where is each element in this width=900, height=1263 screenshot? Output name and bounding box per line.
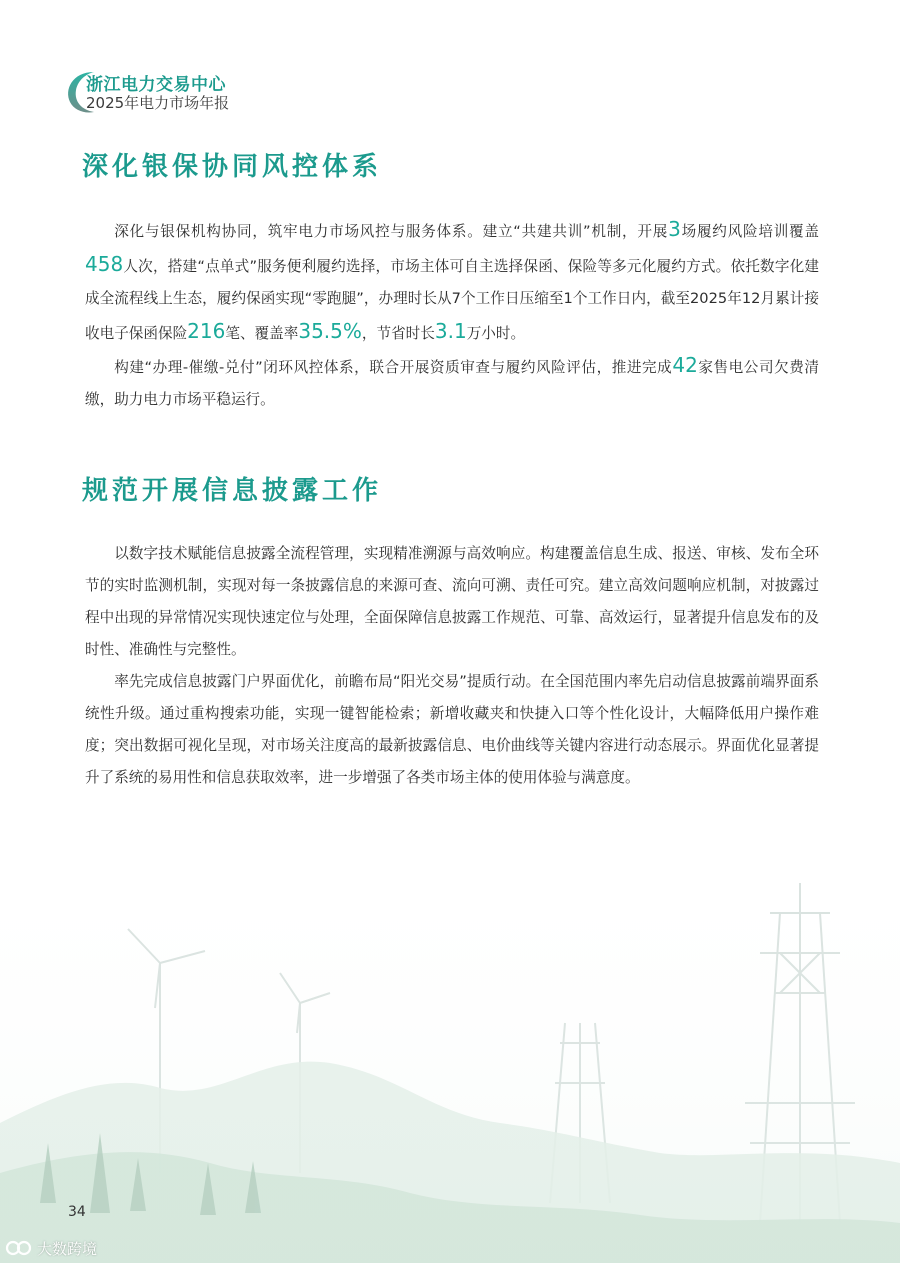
text-run: ，节省时长 — [361, 325, 435, 342]
highlight-number: 216 — [187, 319, 226, 343]
watermark — [4, 1237, 97, 1259]
highlight-number: 42 — [672, 353, 698, 377]
text-run: 人次，搭建“点单式”服务便利履约选择，市场主体可自主选择保函、保险等多元化履约方式。依托数字化建成全流程线上生态，履约保函实现“零跑腿”，办理时长从7个工作日压缩至1个工作日内，截至2025年12月累计接收电子保函保险 — [85, 258, 819, 342]
landscape-background-illustration — [0, 843, 900, 1263]
highlight-number: 458 — [85, 252, 124, 276]
text-run: 笔、覆盖率 — [225, 325, 299, 342]
text-run: 场履约风险培训覆盖 — [680, 223, 819, 240]
highlight-number: 3.1 — [434, 319, 467, 343]
paragraph-risk-2 — [85, 349, 819, 416]
highlight-number: 3 — [668, 217, 681, 241]
text-run: 深化与银保机构协同，筑牢电力市场风控与服务体系。建立“共建共训”机制，开展 — [114, 223, 669, 240]
highlight-number: 35.5% — [298, 319, 362, 343]
section-title-risk-control: 深化银保协同风控体系 — [82, 152, 383, 182]
text-run: 构建“办理-催缴-兑付”闭环风控体系，联合开展资质审查与履约风险评估，推进完成 — [114, 359, 673, 376]
text-run: 万小时。 — [466, 325, 526, 342]
watermark-text: 大数跨境 — [37, 1239, 98, 1258]
section-title-disclosure: 规范开展信息披露工作 — [82, 476, 383, 506]
organization-name: 浙江电力交易中心 — [86, 75, 226, 95]
paragraph-disclosure-1: 以数字技术赋能信息披露全流程管理，实现精准溯源与高效响应。构建覆盖信息生成、报送、审核、发布全环节的实时监测机制，实现对每一条披露信息的来源可查、流向可溯、责任可究。建立高效问题响应机制，对披露过程中出现的异常情况实现快速定位与处理，全面保障信息披露工作规范、可靠、高效运行，显著提升信息发布的及时性、准确性与完整性。 — [85, 545, 819, 658]
paragraph-disclosure-2: 率先完成信息披露门户界面优化，前瞻布局“阳光交易”提质行动。在全国范围内率先启动信息披露前端界面系统性升级。通过重构搜索功能，实现一键智能检索；新增收藏夹和快捷入口等个性化设计，大幅降低用户操作难度；突出数据可视化呈现，对市场关注度高的最新披露信息、电价曲线等关键内容进行动态展示。界面优化显著提升了系统的易用性和信息获取效率，进一步增强了各类市场主体的使用体验与满意度。 — [85, 673, 819, 786]
text-run: 家售电公司欠费清缴，助力电力市场平稳运行。 — [85, 359, 820, 408]
paragraph-risk-1 — [85, 213, 819, 350]
watermark-logo-icon — [4, 1239, 34, 1257]
report-subtitle: 2025年电力市场年报 — [86, 94, 230, 112]
page-number: 34 — [68, 1204, 86, 1220]
